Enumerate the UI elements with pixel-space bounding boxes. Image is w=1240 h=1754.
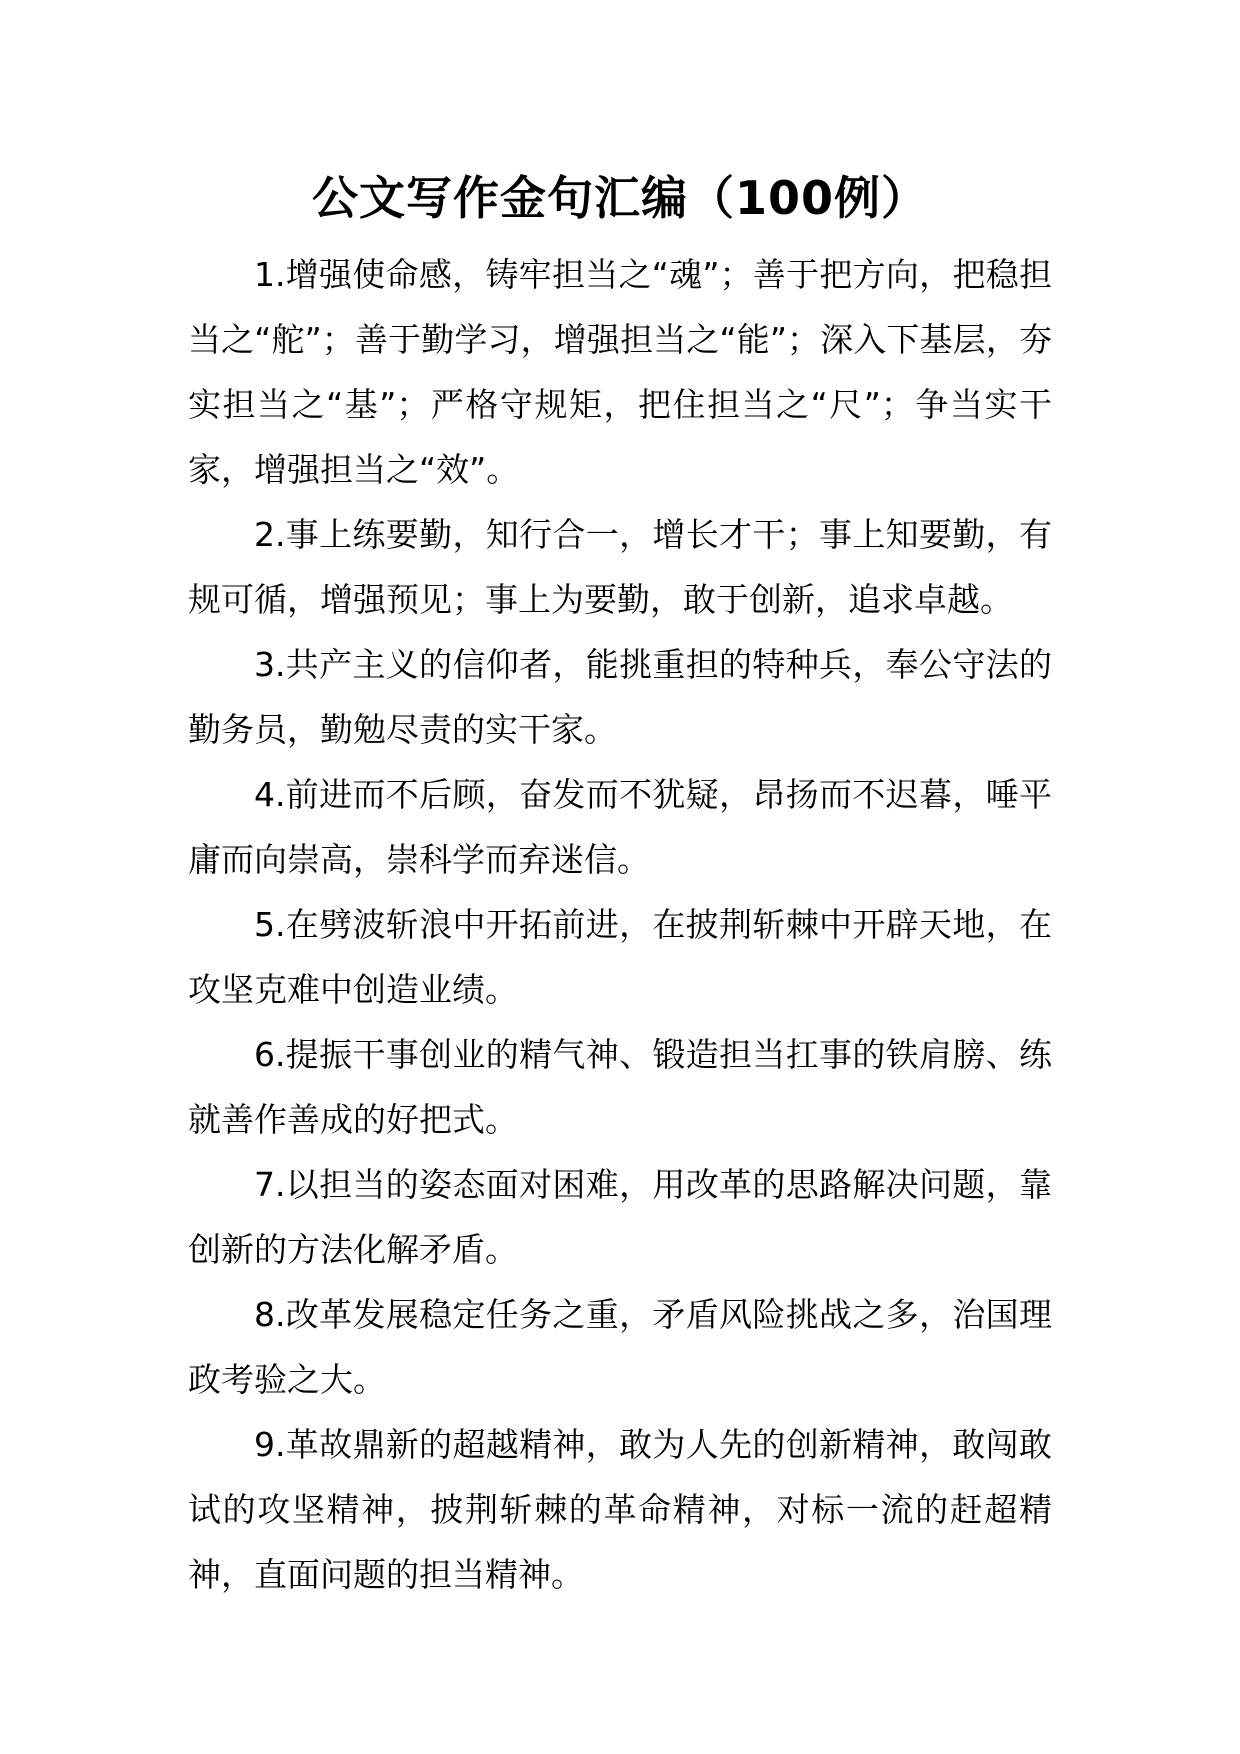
- document-page: [188, 160, 1052, 1607]
- list-item: 3.共产主义的信仰者，能挑重担的特种兵，奉公守法的勤务员，勤勉尽责的实干家。: [188, 645, 1052, 749]
- list-item: 1.增强使命感，铸牢担当之“魂”；善于把方向，把稳担当之“舵”；善于勤学习，增强担当之“能”；深入下基层，夯实担当之“基”；严格守规矩，把住担当之“尺”；争当实干家，增强担当之“效”。: [188, 255, 1052, 489]
- list-item: 9.革故鼎新的超越精神，敢为人先的创新精神，敢闯敢试的攻坚精神，披荆斩棘的革命精神，对标一流的赶超精神，直面问题的担当精神。: [188, 1425, 1052, 1594]
- list-item: 5.在劈波斩浪中开拓前进，在披荆斩棘中开辟天地，在攻坚克难中创造业绩。: [188, 905, 1052, 1009]
- list-item: 6.提振干事创业的精气神、锻造担当扛事的铁肩膀、练就善作善成的好把式。: [188, 1035, 1052, 1139]
- list-item: 2.事上练要勤，知行合一，增长才干；事上知要勤，有规可循，增强预见；事上为要勤，敢于创新，追求卓越。: [188, 515, 1052, 619]
- list-item: 7.以担当的姿态面对困难，用改革的思路解决问题，靠创新的方法化解矛盾。: [188, 1165, 1052, 1269]
- document-title: 公文写作金句汇编（100例）: [311, 171, 929, 225]
- list-item: 8.改革发展稳定任务之重，矛盾风险挑战之多，治国理政考验之大。: [188, 1295, 1052, 1399]
- list-item: 4.前进而不后顾，奋发而不犹疑，昂扬而不迟暮，唾平庸而向崇高，崇科学而弃迷信。: [188, 775, 1052, 879]
